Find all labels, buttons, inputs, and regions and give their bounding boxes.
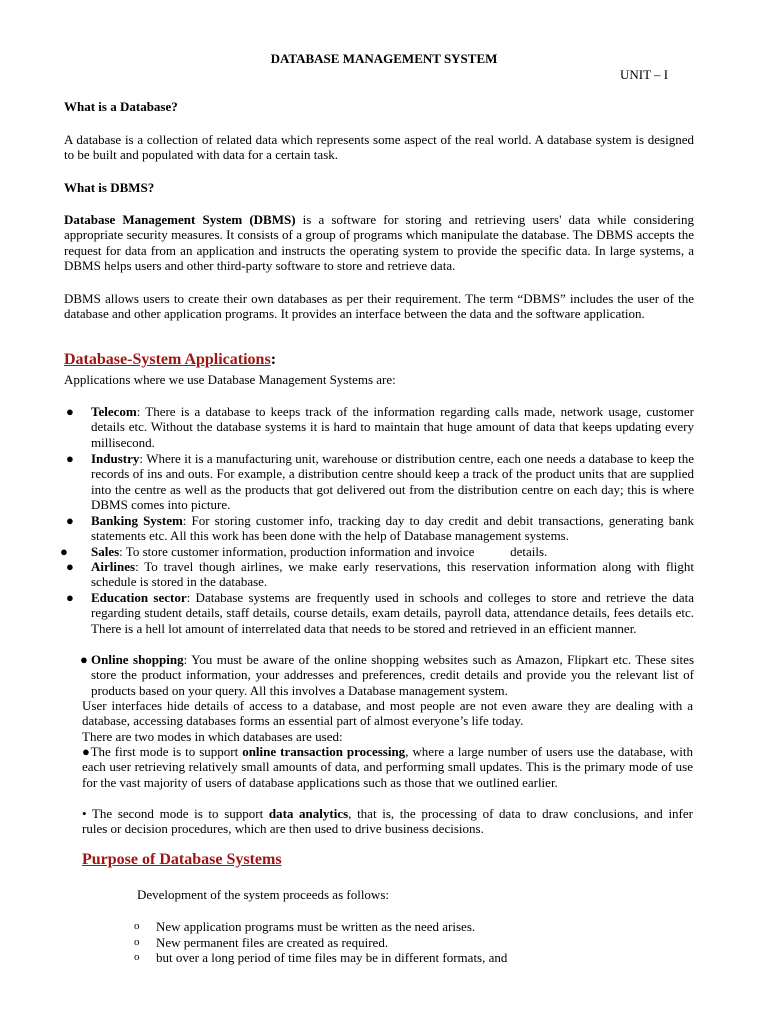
dbms-users-paragraph: DBMS allows users to create their own databases as per their requirement. The term “DBMS” includes the user of the database and other application programs. It provides an interface between the data and the software application. [64, 291, 694, 322]
list-item-body: : There is a database to keeps track of the information regarding calls made, network usage, customer details etc. Without the database systems it is hard to maintain that huge amount of data that keeps updating every millisecond. [91, 404, 694, 450]
document-title: DATABASE MANAGEMENT SYSTEM [270, 51, 498, 66]
list-item-text [91, 451, 694, 513]
mode-one-text-rest: , where a large number of users use the database, with each user retrieving relatively small amounts of data, and performing small updates. This is the primary mode of use for the vast majority of users of database applications such as those that we outlined earlier. [82, 744, 693, 790]
mode-two-paragraph [82, 806, 716, 837]
list-item-text [91, 590, 694, 636]
mode-two-text-rest: , that is, the processing of data to draw conclusions, and infer rules or decision procedures, which are then used to drive business decisions. [82, 806, 716, 837]
list-item-body: : For storing customer info, tracking day to day credit and debit transactions, generating bank statements etc. All this work has been done with the help of Database management systems. [91, 513, 694, 544]
bullet-icon: ● [66, 559, 74, 574]
list-item-text: New application programs must be written as the need arises. [156, 919, 476, 934]
small-bullet-icon: • [82, 806, 92, 821]
bullet-icon: ● [82, 744, 91, 759]
bullet-icon: ● [66, 590, 74, 605]
dbms-definition-text: is a software for storing and retrieving users' data while considering appropriate security measures. It consists of a group of programs which manipulate the database. The DBMS accepts the request for data from an application and instructs the operating system to provide the specific data. In large systems, a DBMS helps users and other third-party software to store and retrieve data. [64, 212, 694, 274]
bullet-icon: ● [66, 404, 74, 419]
purpose-heading [82, 852, 282, 867]
applications-heading-text: Database-System Applications [64, 351, 271, 368]
list-item-body: : Database systems are frequently used in schools and colleges to store and retrieve the data regarding student details, staff details, course details, exam details, payroll data, attendance details, fees details etc. There is a hell lot amount of interrelated data that needs to be stored and retrieved in an efficient manner. [91, 590, 694, 636]
database-definition: A database is a collection of related data which represents some aspect of the real world. A database system is designed to be built and populated with data for a certain task. [64, 132, 694, 163]
circle-bullet-icon: o [134, 951, 140, 963]
list-item-text [91, 404, 694, 450]
list-item-text [91, 652, 694, 698]
mode-one-text: The first mode is to support [90, 744, 243, 759]
list-item-label: Education sector [91, 590, 187, 605]
bullet-icon: ● [66, 513, 74, 528]
list-item-label: Sales [91, 544, 120, 559]
list-item-label: Online shopping [91, 652, 184, 667]
purpose-heading-text: Purpose of Database Systems [82, 851, 282, 868]
list-item-label: Airlines [91, 559, 136, 574]
bullet-icon: ● [80, 652, 88, 667]
list-item-label: Banking System [91, 513, 183, 528]
mode-one-term: online transaction processing [242, 744, 406, 759]
mode-two-term: data analytics [268, 806, 349, 821]
applications-heading [64, 352, 276, 367]
dbms-term: Database Management System (DBMS) [64, 212, 296, 227]
mode-two-text: The second mode is to support [91, 806, 269, 821]
circle-bullet-icon: o [134, 936, 140, 948]
heading-what-is-database: What is a Database? [64, 99, 178, 114]
mode-one-paragraph [82, 744, 693, 790]
unit-label: UNIT – I [620, 67, 669, 82]
applications-intro: Applications where we use Database Management Systems are: [64, 372, 396, 387]
bullet-icon: ● [66, 451, 74, 466]
modes-intro: There are two modes in which databases are used: [82, 729, 343, 744]
bullet-icon: ● [60, 544, 68, 559]
list-item-text [91, 559, 694, 590]
list-item-text [91, 513, 694, 544]
heading-what-is-dbms: What is DBMS? [64, 180, 155, 195]
list-item-body: : You must be aware of the online shopping websites such as Amazon, Flipkart etc. These sites store the product information, your addresses and preferences, credit details and provide you the relevant list of products based on your query. All this involves a Database management system. [91, 652, 695, 698]
applications-heading-colon: : [270, 351, 277, 368]
dbms-definition [64, 212, 694, 274]
user-interfaces-paragraph: User interfaces hide details of access to a database, and most people are not even aware they are dealing with a database, accessing databases forms an essential part of almost everyone’s life today. [82, 698, 693, 729]
list-item-body: : To store customer information, production information and invoice details. [119, 544, 548, 559]
list-item-text: New permanent files are created as required. [156, 935, 389, 950]
purpose-intro: Development of the system proceeds as follows: [137, 887, 389, 902]
circle-bullet-icon: o [134, 920, 140, 932]
list-item-label: Telecom [91, 404, 137, 419]
list-item-label: Industry [91, 451, 140, 466]
list-item-text: but over a long period of time files may be in different formats, and [156, 950, 508, 965]
list-item-body: : To travel though airlines, we make early reservations, this reservation information along with flight schedule is stored in the database. [91, 559, 694, 590]
list-item-body: : Where it is a manufacturing unit, warehouse or distribution centre, each one needs a database to keep the records of ins and outs. For example, a distribution centre should keep a track of the product units that are supplied into the centre as well as the products that got delivered out from the distribution centre on each day; this is where DBMS comes into picture. [91, 451, 694, 513]
list-item-text [91, 544, 688, 559]
